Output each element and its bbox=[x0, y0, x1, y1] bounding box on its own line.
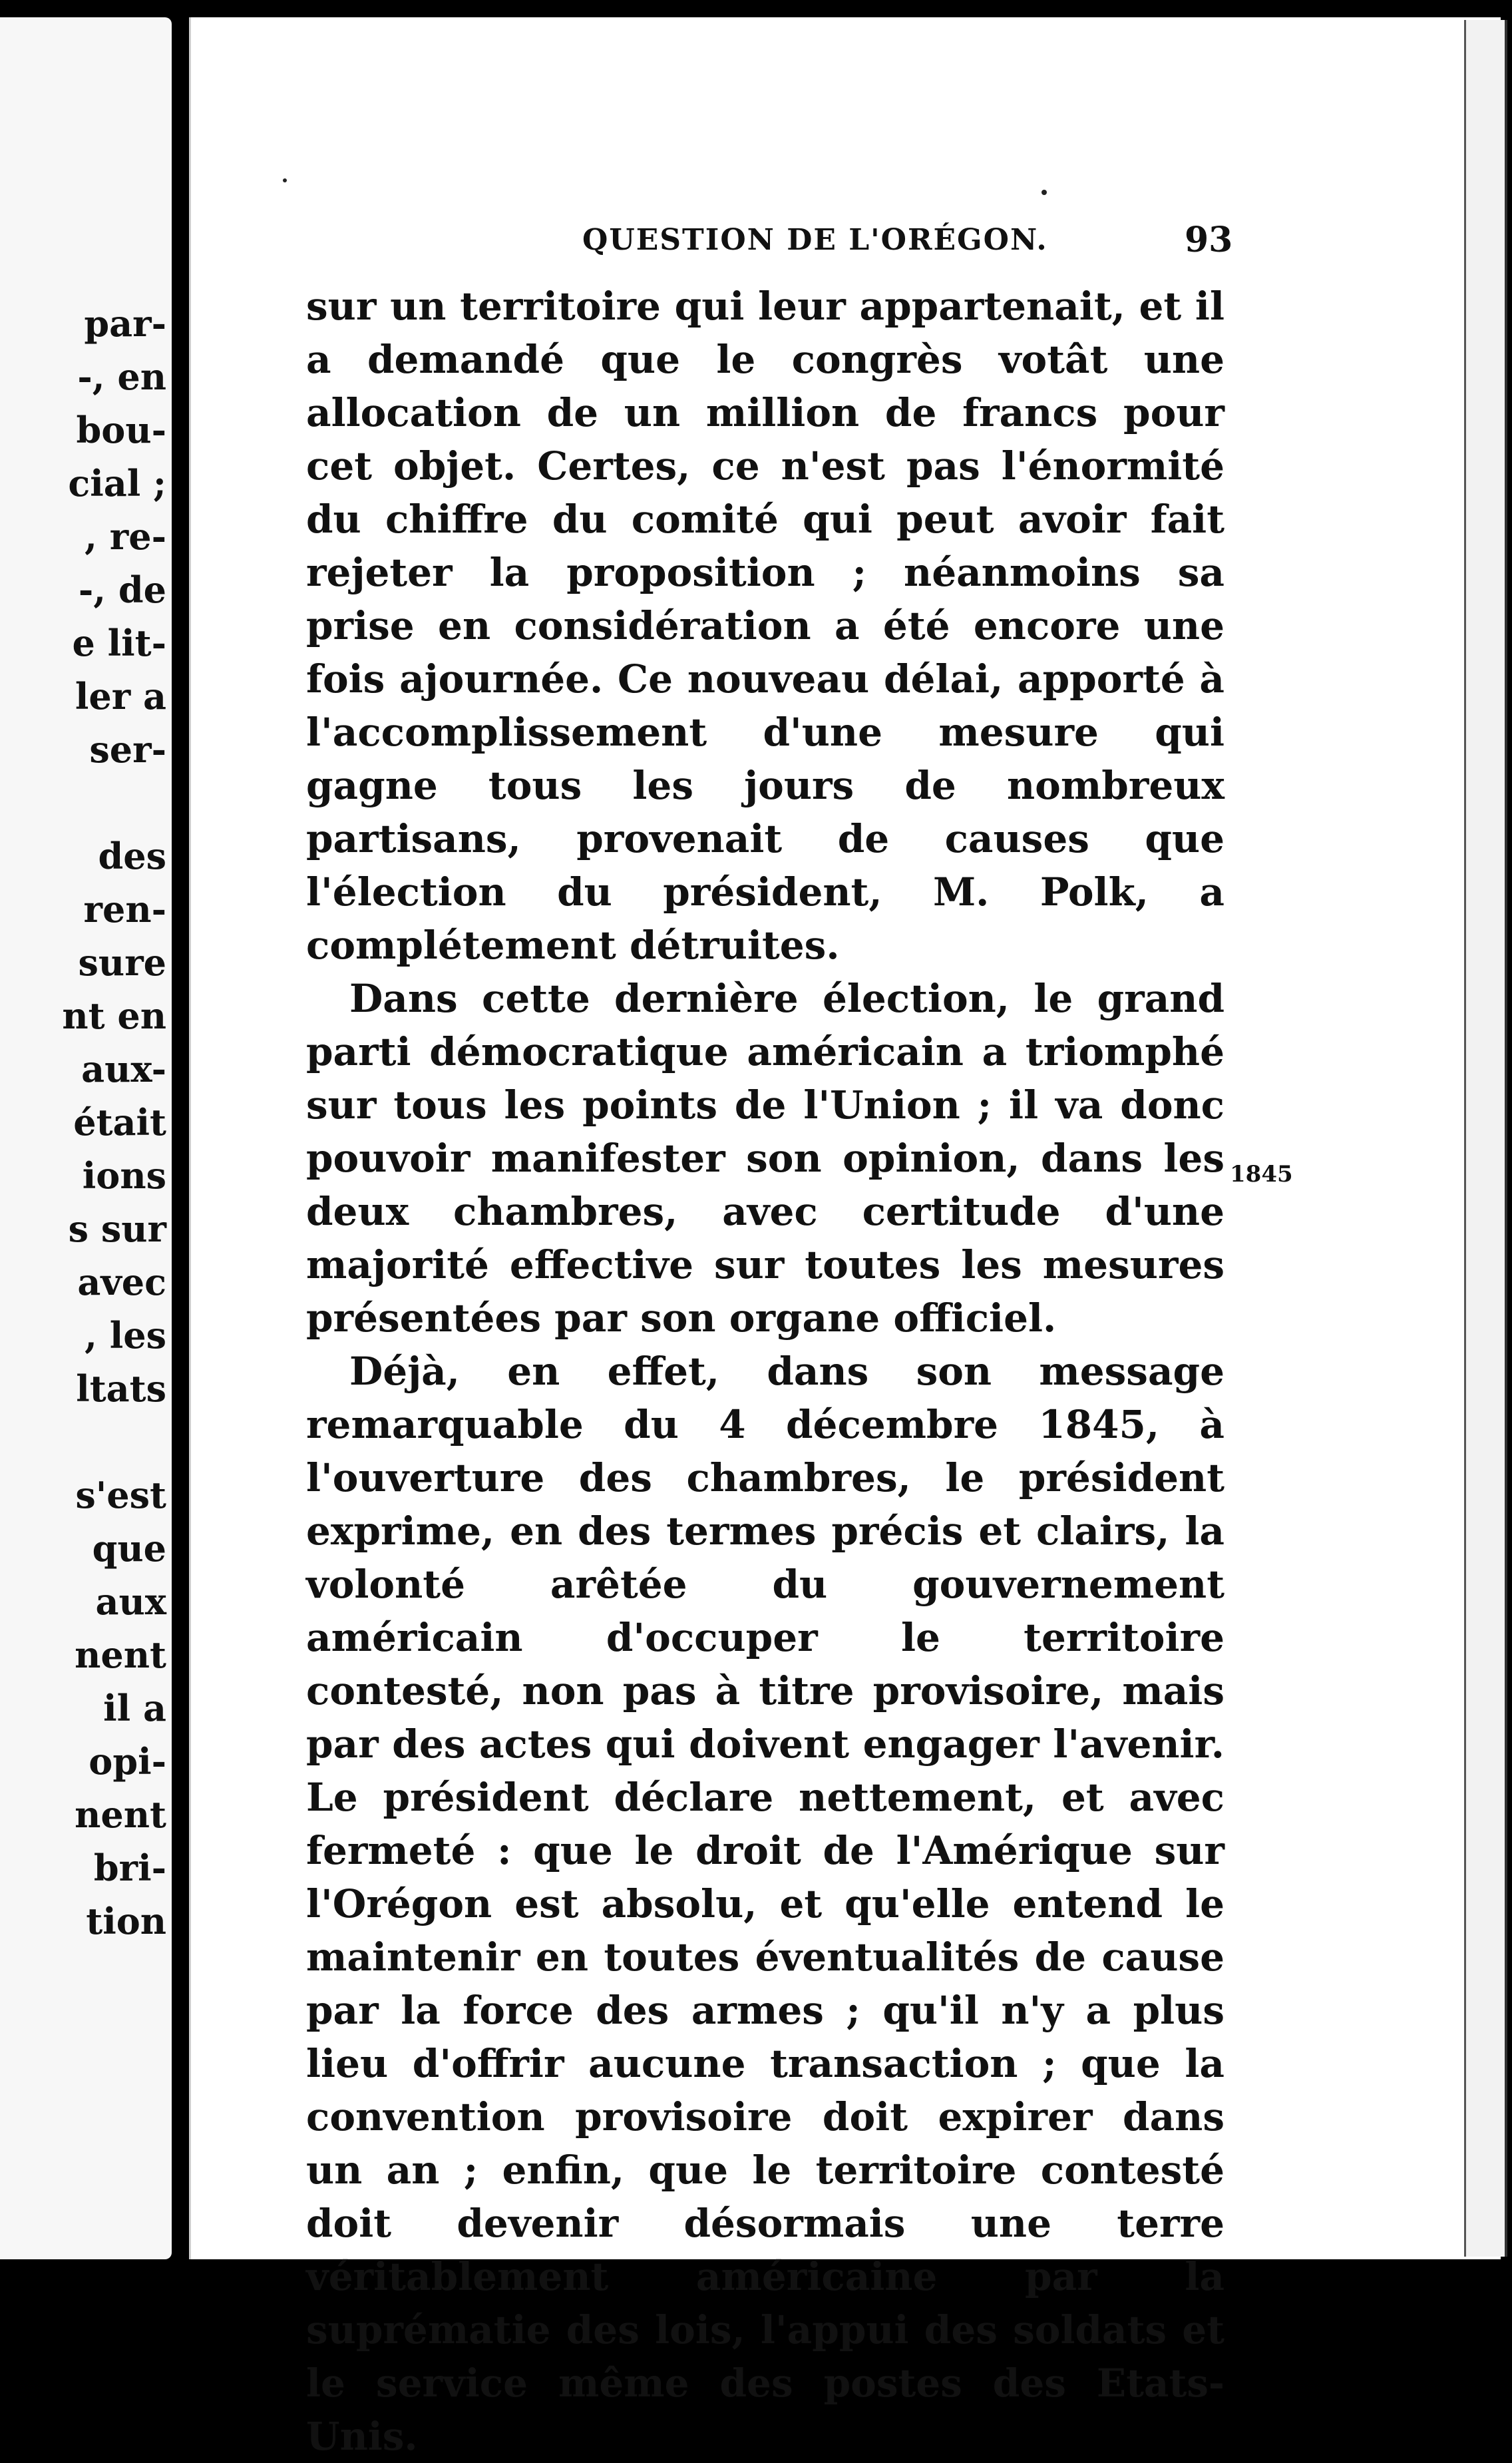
left-page-line: des bbox=[98, 835, 166, 877]
margin-date-note: 1845 bbox=[1230, 1161, 1293, 1188]
left-page-line: ler a bbox=[75, 675, 166, 718]
left-page-line: cial ; bbox=[68, 462, 166, 505]
left-page-line: ren- bbox=[83, 888, 166, 931]
left-page-line: que bbox=[92, 1527, 166, 1570]
left-page-line: -, en bbox=[77, 355, 166, 398]
left-page-line: bri- bbox=[93, 1847, 166, 1889]
left-page-line: , re- bbox=[85, 515, 166, 558]
body-text bbox=[306, 280, 1225, 2463]
left-facing-page bbox=[0, 17, 172, 2259]
left-page-line: aux bbox=[95, 1580, 166, 1623]
left-page-line: nent bbox=[75, 1634, 166, 1676]
ink-speck bbox=[283, 178, 287, 182]
paragraph: sur un territoire qui leur appartenait, et il a demandé que le congrès votât une allocation de un million de francs pour cet objet. Certes, ce n'est pas l'énormité du chiffre du comité qui peut avoir fait rejeter la proposition ; néanmoins sa prise en considération a été encore une fois ajournée. Ce nouveau délai, apporté à l'accomplissement d'une mesure qui gagne tous les jours de nombreux partisans, provenait de causes que l'élection du président, M. Polk, a complétement détruites. bbox=[306, 284, 1225, 968]
ink-speck bbox=[1041, 190, 1047, 195]
left-page-line: s'est bbox=[75, 1474, 166, 1516]
left-page-line: nt en bbox=[62, 995, 166, 1037]
page-edge bbox=[1464, 20, 1507, 2257]
page-number: 93 bbox=[1185, 220, 1233, 260]
left-page-line: -, de bbox=[78, 568, 166, 611]
paragraph: Dans cette dernière élection, le grand parti démocratique américain a triomphé sur tous les points de l'Union ; il va donc pouvoir manifester son opinion, dans les deux chambres, avec certitude d'une majorité effective sur toutes les mesures présentées par son organe officiel. bbox=[306, 976, 1225, 1341]
left-page-line: était bbox=[73, 1101, 166, 1144]
left-page-line: sure bbox=[78, 941, 166, 984]
left-page-line: s sur bbox=[68, 1208, 166, 1250]
left-page-line: aux- bbox=[81, 1048, 166, 1090]
left-page-line: ser- bbox=[89, 728, 166, 771]
left-page-line: avec bbox=[77, 1261, 166, 1303]
left-page-line: par- bbox=[84, 302, 166, 345]
paragraph: Déjà, en effet, dans son message remarquable du 4 décembre 1845, à l'ouverture des chambres, le président exprime, en des termes précis et clairs, la volonté arêtée du gouvernement américain d'occuper le territoire contesté, non pas à titre provisoire, mais par des actes qui doivent engager l'avenir. Le président déclare nettement, et avec fermeté : que le droit de l'Amérique sur l'Orégon est absolu, et qu'elle entend le maintenir en toutes éventualités de cause par la force des armes ; qu'il n'y a plus lieu d'offrir aucune transaction ; que la convention provisoire doit expirer dans un an ; enfin, que le territoire contesté doit devenir désormais une terre véritablement américaine par la suprématie des lois, l'appui des soldats et le service même des postes des Etats-Unis. bbox=[306, 1349, 1225, 2459]
left-page-line: nent bbox=[75, 1793, 166, 1836]
left-page-line: ltats bbox=[76, 1367, 166, 1410]
left-page-line: bou- bbox=[76, 409, 166, 451]
left-page-line: e lit- bbox=[72, 622, 166, 664]
left-page-line: tion bbox=[86, 1900, 166, 1942]
running-head: QUESTION DE L'ORÉGON. bbox=[582, 223, 1048, 257]
left-page-line: ions bbox=[82, 1154, 166, 1197]
left-page-line: il a bbox=[103, 1687, 166, 1729]
left-page-line: , les bbox=[85, 1314, 166, 1357]
left-page-line: opi- bbox=[89, 1740, 166, 1783]
